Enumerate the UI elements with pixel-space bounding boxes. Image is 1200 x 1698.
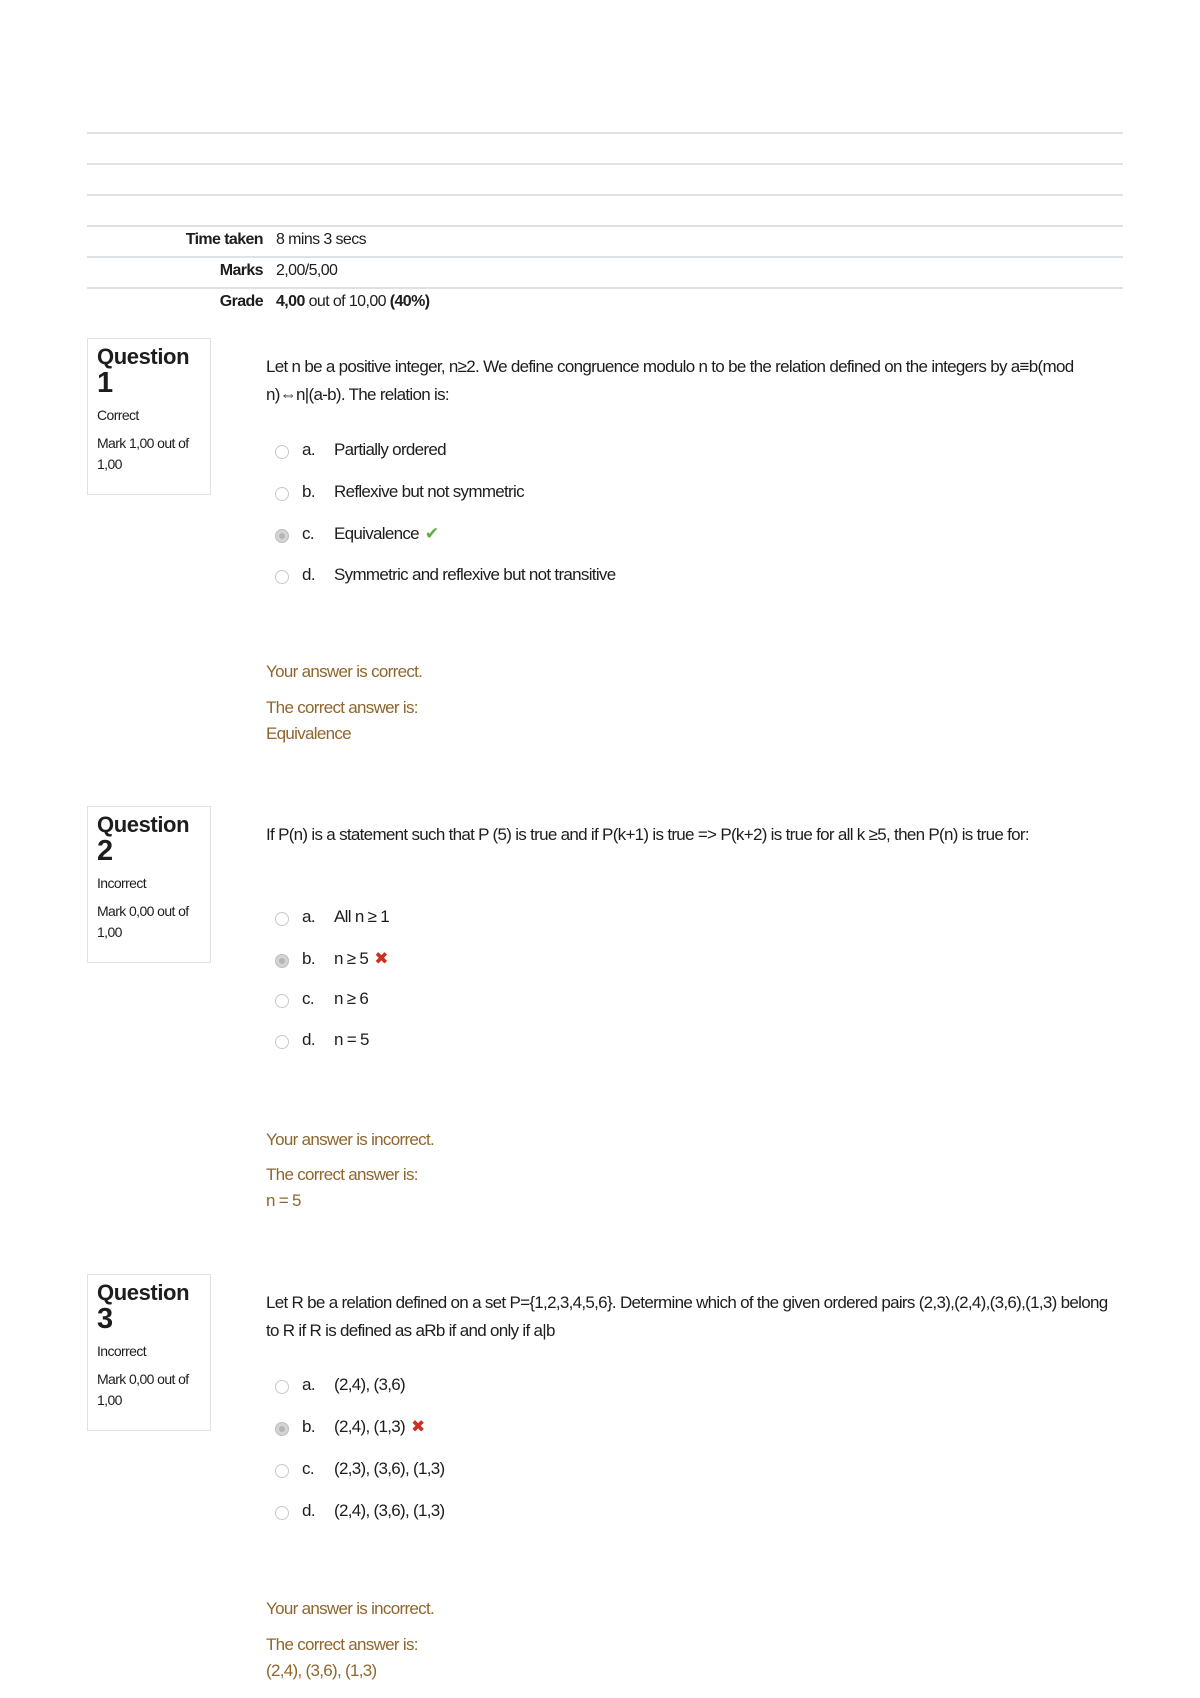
option-letter: c. (302, 1459, 315, 1478)
grade-percent: (40%) (389, 293, 430, 310)
option-letter: a. (302, 907, 315, 926)
question-mark: Mark 1,00 out of 1,00 (97, 435, 189, 472)
answer-option[interactable] (275, 949, 975, 977)
question-info-box (87, 1274, 211, 1431)
summary-grade (87, 288, 1123, 318)
option-text: All n ≥ 1 (334, 907, 390, 926)
marks-label: Marks (219, 262, 263, 279)
correct-answer-value: (2,4), (3,6), (1,3) (266, 1661, 377, 1680)
radio-button[interactable] (275, 1506, 289, 1520)
correct-answer-label: The correct answer is: (266, 1635, 418, 1654)
feedback-text: Your answer is incorrect. (266, 1599, 435, 1618)
question-info-box (87, 806, 211, 963)
option-text: (2,4), (1,3) (334, 1417, 405, 1436)
option-text-wrap (334, 949, 388, 969)
question-number: 1 (97, 367, 114, 399)
correct-answer-value: Equivalence (266, 724, 351, 743)
feedback-text: Your answer is correct. (266, 662, 423, 681)
option-letter: a. (302, 1375, 315, 1394)
feedback-text: Your answer is incorrect. (266, 1130, 435, 1149)
radio-button[interactable] (275, 487, 289, 501)
answer-option[interactable] (275, 1501, 975, 1529)
option-letter: d. (302, 1030, 315, 1049)
radio-button-selected[interactable] (275, 954, 289, 968)
question-number: 2 (97, 835, 114, 867)
option-text: n ≥ 5 (334, 949, 369, 968)
question-mark: Mark 0,00 out of 1,00 (97, 1371, 189, 1408)
grade-score: 4,00 (276, 293, 305, 310)
answer-option[interactable] (275, 989, 975, 1017)
correct-answer-value: n = 5 (266, 1191, 301, 1210)
option-letter: a. (302, 440, 315, 459)
radio-button[interactable] (275, 994, 289, 1008)
question-word: Question (97, 344, 190, 369)
option-letter: c. (302, 524, 315, 543)
answer-option[interactable] (275, 565, 975, 593)
summary-divider (87, 194, 1123, 196)
question-text: Let n be a positive integer, n≥2. We define congruence modulo n to be the relation defined on the integers by a≡b(mod n)⇔n|(a-b). The relation is: (266, 357, 1074, 404)
option-letter: c. (302, 989, 315, 1008)
correct-answer-label: The correct answer is: (266, 698, 418, 717)
option-text: (2,3), (3,6), (1,3) (334, 1459, 445, 1478)
answer-option[interactable] (275, 440, 975, 468)
summary-divider (87, 163, 1123, 165)
radio-button[interactable] (275, 912, 289, 926)
question-text: Let R be a relation defined on a set P={1,2,3,4,5,6}. Determine which of the given ordered pairs (2,3),(2,4),(3,6),(1,3) belong to R if R is defined as aRb if and only if a|b (266, 1293, 1108, 1340)
option-letter: d. (302, 565, 315, 584)
option-text-wrap (334, 1417, 425, 1437)
option-letter: b. (302, 1417, 315, 1436)
option-text: Reflexive but not symmetric (334, 482, 524, 501)
radio-button[interactable] (275, 445, 289, 459)
question-word: Question (97, 812, 190, 837)
question-state: Incorrect (97, 1343, 147, 1359)
check-icon: ✔ (424, 524, 439, 543)
option-text: n ≥ 6 (334, 989, 369, 1008)
radio-button[interactable] (275, 1380, 289, 1394)
answer-option[interactable] (275, 524, 975, 552)
option-letter: b. (302, 482, 315, 501)
grade-label: Grade (219, 293, 263, 310)
answer-option[interactable] (275, 482, 975, 510)
marks-value: 2,00/5,00 (276, 262, 338, 279)
question-number: 3 (97, 1303, 114, 1335)
radio-button[interactable] (275, 1464, 289, 1478)
option-text: Equivalence (334, 524, 419, 543)
question-state: Incorrect (97, 875, 147, 891)
question-info-box (87, 338, 211, 495)
answer-option[interactable] (275, 1417, 975, 1445)
question-word: Question (97, 1280, 190, 1305)
option-text: (2,4), (3,6), (1,3) (334, 1501, 445, 1520)
radio-button[interactable] (275, 570, 289, 584)
option-letter: d. (302, 1501, 315, 1520)
option-text: (2,4), (3,6) (334, 1375, 405, 1394)
grade-value (276, 293, 429, 311)
radio-button-selected[interactable] (275, 1422, 289, 1436)
option-text: Partially ordered (334, 440, 446, 459)
answer-option[interactable] (275, 1375, 975, 1403)
correct-answer-label: The correct answer is: (266, 1165, 418, 1184)
option-letter: b. (302, 949, 315, 968)
summary-marks (87, 257, 1123, 287)
question-text: If P(n) is a statement such that P (5) is true and if P(k+1) is true => P(k+2) is true for all k ≥5, then P(n) is true for: (266, 825, 1029, 844)
time-taken-label: Time taken (185, 231, 263, 248)
answer-option[interactable] (275, 907, 975, 935)
cross-icon: ✖ (374, 949, 388, 968)
radio-button[interactable] (275, 1035, 289, 1049)
time-taken-value: 8 mins 3 secs (276, 231, 367, 248)
question-mark: Mark 0,00 out of 1,00 (97, 903, 189, 940)
grade-out-of: out of 10,00 (304, 293, 390, 310)
summary-time-taken (87, 226, 1123, 256)
answer-option[interactable] (275, 1459, 975, 1487)
option-text: Symmetric and reflexive but not transitive (334, 565, 616, 584)
option-text-wrap (334, 524, 438, 544)
option-text: n = 5 (334, 1030, 369, 1049)
answer-option[interactable] (275, 1030, 975, 1058)
summary-divider (87, 132, 1123, 134)
radio-button-selected[interactable] (275, 529, 289, 543)
cross-icon: ✖ (410, 1417, 425, 1436)
question-state: Correct (97, 407, 139, 423)
